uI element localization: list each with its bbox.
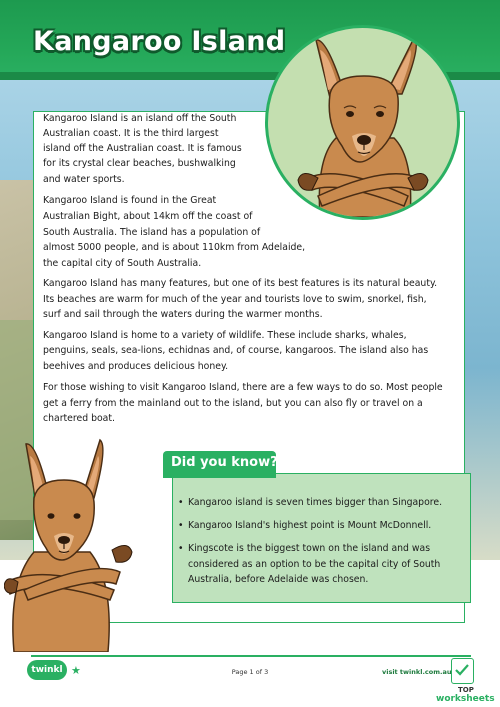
text-line: South Australia. The island has a population of	[43, 227, 261, 238]
text-line: the capital city of South Australia.	[43, 258, 202, 269]
twinkl-logo[interactable]: twinkl	[27, 660, 67, 680]
checkmark-icon	[452, 659, 472, 682]
text-line: get a ferry from the mainland out to the island, but you can also fly or travel on a	[43, 398, 423, 409]
text-line: Australian Bight, about 14km off the coast of	[43, 211, 253, 222]
bullet-icon: •	[178, 497, 184, 508]
fact-text: Kangaroo Island's highest point is Mount McDonnell.	[188, 520, 432, 531]
quality-badge-icon	[451, 658, 474, 684]
kangaroo-illustration-icon	[4, 432, 144, 652]
visit-link[interactable]: visit twinkl.com.au	[382, 668, 452, 676]
fact-item	[178, 541, 466, 588]
page-number: Page 1 of 3	[231, 668, 269, 676]
text-line: Kangaroo Island is found in the Great	[43, 195, 217, 206]
text-line: island off the Australian coast. It is famous	[43, 143, 242, 154]
star-icon: ★	[71, 664, 81, 677]
text-line: and water sports.	[43, 174, 125, 185]
fact-text: Kangaroo island is seven times bigger than Singapore.	[188, 497, 443, 508]
did-you-know-title: Did you know?	[171, 455, 278, 470]
footer-divider	[31, 655, 471, 657]
badge-top-label: TOP	[458, 686, 474, 694]
kangaroo-illustration-icon	[268, 28, 457, 217]
page-title: Kangaroo Island	[33, 26, 286, 57]
fact-item	[178, 518, 466, 534]
text-line: almost 5000 people, and is about 110km from Adelaide,	[43, 242, 306, 253]
text-line: surf and sail through the waters during the warmer months.	[43, 309, 323, 320]
text-line: chartered boat.	[43, 413, 115, 424]
fact-text: Kingscote is the biggest town on the island and was	[188, 543, 431, 554]
text-line: Its beaches are warm for much of the year and tourists love to swim, snorkel, fish,	[43, 294, 427, 305]
text-line: penguins, seals, sea-lions, echidnas and, of course, kangaroos. The island also has	[43, 345, 429, 356]
fact-text: considered as an option to be the capital city of South	[188, 558, 441, 570]
fact-text: Australia, before Adelaide was chosen.	[188, 574, 369, 586]
text-line: for its crystal clear beaches, bushwalking	[43, 158, 236, 169]
text-line: For those wishing to visit Kangaroo Island, there are a few ways to do so. Most people	[43, 382, 443, 393]
badge-worksheets-label: worksheets	[436, 694, 495, 704]
text-line: Kangaroo Island is home to a variety of wildlife. These include sharks, whales,	[43, 330, 407, 341]
text-line: Kangaroo Island has many features, but one of its best features is its natural beauty.	[43, 278, 438, 289]
bullet-icon: •	[178, 543, 184, 554]
bullet-icon: •	[178, 520, 184, 531]
text-line: beehives and produces delicious honey.	[43, 361, 229, 372]
text-line: Kangaroo Island is an island off the South	[43, 113, 237, 124]
fact-item	[178, 495, 466, 511]
kangaroo-circle	[265, 25, 460, 220]
text-line: Australian coast. It is the third largest	[43, 128, 219, 139]
